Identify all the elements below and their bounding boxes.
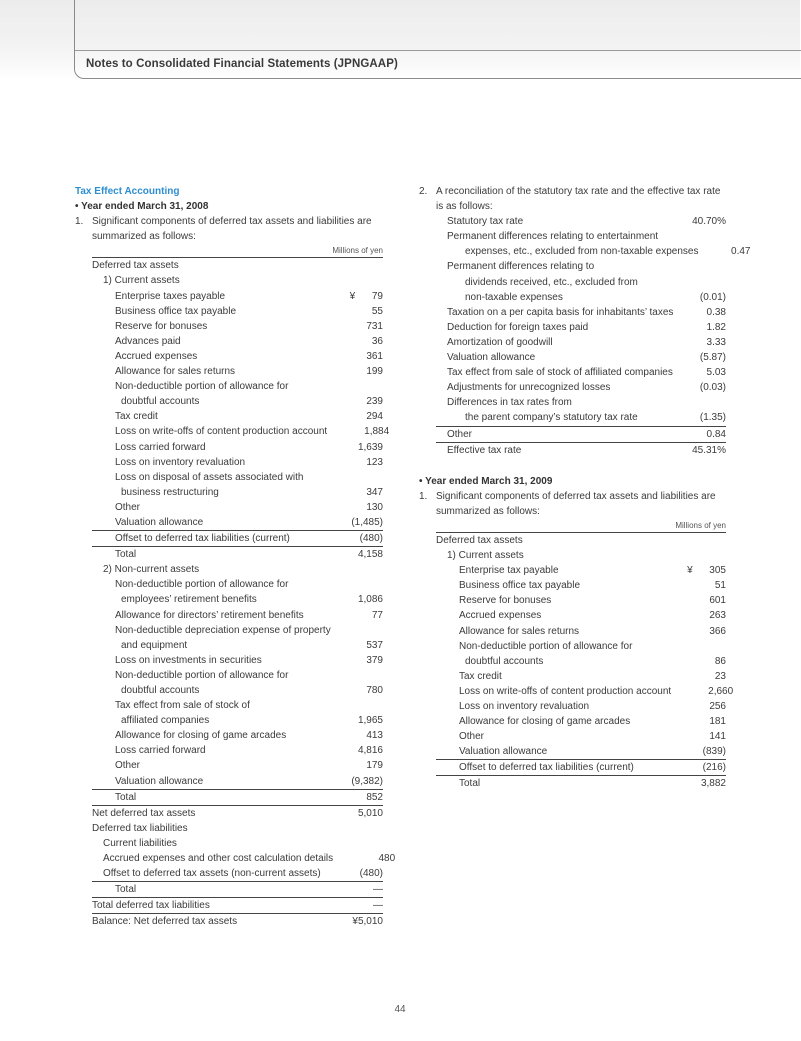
row-value: 1,639: [357, 441, 383, 453]
table-row: [436, 669, 726, 684]
row-value: 40.70%: [692, 216, 726, 228]
row-label: doubtful accounts: [465, 655, 544, 667]
row-value: [321, 698, 383, 713]
table-row: [436, 775, 726, 791]
table-row: [92, 592, 383, 607]
row-label: Loss carried forward: [115, 745, 206, 757]
row-value: [664, 533, 726, 548]
row-label: Total: [115, 884, 137, 896]
row-value: 199: [366, 366, 383, 378]
row-label: doubtful accounts: [121, 396, 200, 408]
row-label: Deferred tax liabilities: [92, 822, 188, 834]
row-value: [674, 259, 726, 274]
row-value: [321, 668, 383, 683]
table-row: [92, 530, 383, 546]
table-row: [436, 533, 726, 548]
row-value: 1.82: [706, 321, 726, 333]
table-row: [92, 409, 383, 424]
table-row: [92, 774, 383, 789]
row-value: 123: [366, 456, 383, 468]
row-label: Other: [115, 760, 141, 772]
row-value: 852: [366, 791, 383, 803]
row-value: 1,086: [357, 594, 383, 606]
row-label: Non-deductible portion of allowance for: [115, 669, 289, 681]
row-label: Statutory tax rate: [447, 216, 524, 228]
row-label: Loss carried forward: [115, 441, 206, 453]
table-row: [436, 290, 726, 305]
row-value: [674, 395, 726, 410]
row-value: 731: [366, 320, 383, 332]
units-label: Millions of yen: [92, 244, 383, 258]
row-value: 263: [709, 610, 726, 622]
row-label: Advances paid: [115, 335, 181, 347]
row-value: 294: [366, 411, 383, 423]
table-row: [92, 897, 383, 913]
row-label: Loss on inventory revaluation: [115, 456, 246, 468]
row-value: 413: [366, 730, 383, 742]
row-value: 537: [366, 639, 383, 651]
table-row: [436, 714, 726, 729]
row-value: —: [373, 900, 383, 912]
row-label: Total: [115, 791, 137, 803]
row-value: [321, 821, 383, 836]
row-value: 0.38: [706, 306, 726, 318]
table-row: [436, 229, 726, 244]
row-label: Enterprise tax payable: [459, 565, 559, 577]
row-label: Valuation allowance: [115, 775, 204, 787]
table-row: [92, 424, 390, 439]
units-label: Millions of yen: [436, 519, 726, 533]
row-label: Tax effect from sale of stock of affiliated companies: [447, 367, 673, 379]
table-row: [92, 608, 383, 623]
table-row: [92, 319, 383, 334]
row-label: Reserve for bonuses: [459, 595, 552, 607]
row-label: Current liabilities: [103, 837, 177, 849]
table-row: [92, 913, 383, 929]
table-row: [92, 546, 383, 562]
row-value: [321, 258, 383, 273]
row-label: Offset to deferred tax liabilities (current): [459, 762, 634, 774]
row-value: 179: [366, 760, 383, 772]
row-value: 23: [714, 670, 726, 682]
row-label: Loss on inventory revaluation: [459, 701, 590, 712]
table-row: [436, 214, 726, 229]
row-value: 256: [709, 701, 726, 712]
row-label: Differences in tax rates from: [447, 397, 572, 409]
paragraph-text: Significant components of deferred tax assets and liabilities are summarized as follows:: [92, 216, 372, 243]
row-label: Allowance for directors’ retirement benefits: [115, 609, 304, 621]
row-label: Offset to deferred tax assets (non-current assets): [103, 868, 321, 880]
table-row: [436, 699, 726, 714]
row-value: ¥ 305: [687, 565, 726, 577]
row-value: 239: [366, 396, 383, 408]
table-row: [92, 364, 383, 379]
row-value: [674, 275, 726, 290]
row-label: Tax credit: [459, 670, 502, 682]
row-value: [331, 623, 393, 638]
row-value: 1,965: [357, 715, 383, 727]
row-value: 0.47: [731, 246, 751, 258]
row-value: 36: [371, 335, 383, 347]
row-value: 86: [714, 655, 726, 667]
row-value: 181: [709, 716, 726, 728]
table-row: [436, 578, 726, 593]
row-label: Valuation allowance: [115, 516, 204, 528]
row-value: [321, 470, 383, 485]
table-row: [436, 335, 726, 350]
table-row: [436, 365, 726, 380]
table-row: [92, 394, 383, 409]
year-heading-2008: • Year ended March 31, 2008: [75, 201, 209, 213]
row-label: Accrued expenses and other cost calculation details: [103, 853, 334, 865]
row-label: Accrued expenses: [459, 610, 542, 622]
row-value: [321, 379, 383, 394]
table-row: [436, 305, 726, 320]
row-value: (5.87): [699, 352, 726, 364]
row-label: 2) Non-current assets: [103, 564, 200, 576]
row-value: ¥ 79: [349, 290, 383, 302]
row-value: 51: [714, 580, 726, 592]
row-label: Business office tax payable: [459, 580, 581, 592]
table-row: [92, 758, 383, 773]
table-row: [92, 743, 383, 758]
row-label: business restructuring: [121, 486, 219, 498]
row-value: 130: [366, 501, 383, 513]
row-label: Taxation on a per capita basis for inhabitants’ taxes: [447, 306, 674, 318]
row-value: 2,660: [708, 685, 734, 697]
table-row: [436, 244, 751, 259]
row-value: 3,882: [700, 778, 726, 790]
paragraph-text: Significant components of deferred tax assets and liabilities are summarized as follows:: [436, 490, 716, 517]
table-row: [436, 380, 726, 395]
table-row: [92, 289, 383, 304]
table-row: [92, 562, 383, 577]
row-label: Deferred tax assets: [92, 260, 179, 272]
row-label: Deferred tax assets: [436, 534, 523, 546]
row-value: (1.35): [699, 412, 726, 424]
row-label: Non-deductible portion of allowance for: [115, 579, 289, 591]
table-row: [436, 729, 726, 744]
row-label: and equipment: [121, 639, 188, 651]
table-row: [92, 440, 383, 455]
table-row: [92, 805, 383, 821]
table-row: [92, 273, 383, 288]
row-value: 361: [366, 350, 383, 362]
table-row: [436, 684, 734, 699]
row-label: Deduction for foreign taxes paid: [447, 321, 589, 333]
table-row: [92, 866, 383, 881]
row-label: 1) Current assets: [447, 550, 524, 562]
table-row: [436, 320, 726, 335]
table-row: [92, 851, 396, 866]
row-value: [664, 548, 726, 563]
row-label: affiliated companies: [121, 715, 210, 727]
table-row: [92, 881, 383, 897]
paragraph-number: 2.: [419, 186, 428, 197]
row-value: [321, 836, 383, 851]
row-label: Business office tax payable: [115, 305, 237, 317]
row-label: dividends received, etc., excluded from: [465, 276, 638, 288]
row-value: (9,382): [351, 775, 383, 787]
table-row: [436, 426, 726, 442]
table-row: [92, 470, 383, 485]
table-row: [436, 744, 726, 759]
row-label: Reserve for bonuses: [115, 320, 208, 332]
table-row: [92, 500, 383, 515]
row-value: 4,816: [357, 745, 383, 757]
table-row: [92, 653, 383, 668]
row-value: (0.03): [699, 382, 726, 394]
row-value: 45.31%: [692, 444, 726, 456]
paragraph-1-2009: [419, 489, 726, 519]
row-value: 366: [709, 625, 726, 637]
table-row: [92, 713, 383, 728]
table-row: [92, 304, 383, 319]
row-value: 780: [366, 685, 383, 696]
row-value: 55: [371, 305, 383, 317]
row-label: Allowance for sales returns: [459, 625, 580, 637]
table-row: [92, 683, 383, 698]
deferred-tax-table-2008: [92, 244, 396, 929]
table-row: [92, 379, 383, 394]
row-value: 480: [378, 853, 396, 865]
row-value: [674, 229, 726, 244]
row-value: [321, 577, 383, 592]
table-row: [436, 275, 726, 290]
row-label: Enterprise taxes payable: [115, 290, 226, 302]
table-row: [436, 259, 726, 274]
table-row: [436, 548, 726, 563]
row-label: Tax effect from sale of stock of: [115, 700, 250, 712]
table-row: [92, 836, 383, 851]
row-label: Total: [459, 778, 481, 790]
table-row: [436, 624, 726, 639]
row-label: Tax credit: [115, 411, 158, 423]
row-label: Non-deductible portion of allowance for: [459, 640, 633, 652]
table-row: [436, 442, 726, 458]
deferred-tax-table-2009: [436, 519, 734, 792]
row-value: 601: [709, 595, 726, 607]
row-value: 5,010: [357, 807, 383, 819]
paragraph-number: 1.: [75, 216, 84, 228]
row-label: Permanent differences relating to: [447, 261, 595, 273]
row-label: Valuation allowance: [459, 746, 548, 758]
table-row: [436, 563, 726, 578]
table-row: [92, 668, 383, 683]
table-row: [92, 455, 383, 470]
table-row: [92, 577, 383, 592]
table-row: [92, 349, 383, 364]
row-label: Loss on investments in securities: [115, 654, 262, 666]
table-row: [92, 258, 383, 273]
page-header-title: Notes to Consolidated Financial Statements (JPNGAAP): [86, 58, 398, 70]
row-label: Allowance for closing of game arcades: [115, 730, 287, 742]
tax-rate-reconciliation-table: [436, 214, 751, 458]
table-row: [92, 821, 383, 836]
row-label: expenses, etc., excluded from non-taxable expenses: [465, 246, 699, 258]
row-label: Balance: Net deferred tax assets: [92, 916, 238, 928]
row-value: 379: [366, 654, 383, 666]
table-row: [436, 608, 726, 623]
year-heading-2009: • Year ended March 31, 2009: [419, 475, 553, 487]
paragraph-1-2008: [75, 214, 383, 244]
table-row: [436, 639, 726, 654]
table-row: [436, 593, 726, 608]
row-label: Amortization of goodwill: [447, 336, 553, 348]
row-value: 3.33: [706, 336, 726, 348]
row-label: Adjustments for unrecognized losses: [447, 382, 611, 394]
row-label: doubtful accounts: [121, 685, 200, 696]
row-label: Loss on write-offs of content production account: [115, 426, 328, 438]
row-label: Other: [115, 501, 141, 513]
row-label: employees’ retirement benefits: [121, 594, 257, 606]
paragraph-text: A reconciliation of the statutory tax rate and the effective tax rate is as follows:: [436, 186, 721, 213]
row-value: 5.03: [706, 367, 726, 379]
row-label: Loss on write-offs of content production account: [459, 685, 672, 697]
table-row: [92, 728, 383, 743]
row-value: (216): [702, 762, 726, 774]
header-tab: [74, 0, 801, 79]
row-value: [321, 562, 383, 577]
row-value: 77: [371, 609, 383, 621]
row-value: 347: [366, 486, 383, 498]
row-value: (1,485): [351, 516, 383, 528]
row-label: Accrued expenses: [115, 350, 198, 362]
paragraph-number: 1.: [419, 490, 428, 502]
row-value: 4,158: [357, 549, 383, 561]
table-row: [92, 789, 383, 805]
row-value: 1,884: [364, 426, 390, 438]
row-label: Allowance for sales returns: [115, 366, 236, 378]
row-value: [321, 273, 383, 288]
table-row: [436, 395, 726, 410]
right-column: [419, 184, 751, 792]
table-row: [436, 654, 726, 669]
row-label: Offset to deferred tax liabilities (current): [115, 533, 290, 545]
row-value: 0.84: [706, 428, 726, 440]
row-value: —: [373, 884, 383, 896]
row-label: 1) Current assets: [103, 275, 180, 287]
row-value: (480): [359, 868, 383, 880]
row-label: Allowance for closing of game arcades: [459, 716, 631, 728]
row-label: Non-deductible depreciation expense of property: [115, 624, 331, 636]
row-value: (0.01): [699, 291, 726, 303]
row-label: Total: [115, 549, 137, 561]
row-value: [664, 639, 726, 654]
header-divider: [75, 50, 801, 51]
row-label: Permanent differences relating to entertainment: [447, 231, 659, 243]
table-row: [92, 334, 383, 349]
row-label: non-taxable expenses: [465, 291, 563, 303]
table-row: [436, 410, 726, 425]
left-column: [75, 184, 396, 930]
row-label: Non-deductible portion of allowance for: [115, 381, 289, 393]
table-row: [92, 623, 383, 638]
table-row: [92, 638, 383, 653]
row-label: the parent company’s statutory tax rate: [465, 412, 638, 424]
row-value: 141: [709, 731, 726, 743]
row-label: Loss on disposal of assets associated with: [115, 471, 304, 483]
row-value: ¥5,010: [352, 916, 383, 928]
row-label: Other: [459, 731, 485, 743]
row-label: Net deferred tax assets: [92, 807, 196, 819]
page-number: 44: [394, 1004, 406, 1015]
table-row: [436, 350, 726, 365]
row-value: (839): [702, 746, 726, 758]
table-row: [92, 515, 383, 530]
table-row: [436, 759, 726, 775]
table-row: [92, 485, 383, 500]
row-label: Effective tax rate: [447, 444, 522, 456]
row-label: Valuation allowance: [447, 352, 536, 364]
paragraph-2-2008: [419, 184, 726, 214]
row-value: (480): [359, 533, 383, 545]
table-row: [92, 698, 383, 713]
row-label: Total deferred tax liabilities: [92, 900, 210, 912]
section-title: Tax Effect Accounting: [75, 186, 180, 197]
row-label: Other: [447, 428, 473, 440]
